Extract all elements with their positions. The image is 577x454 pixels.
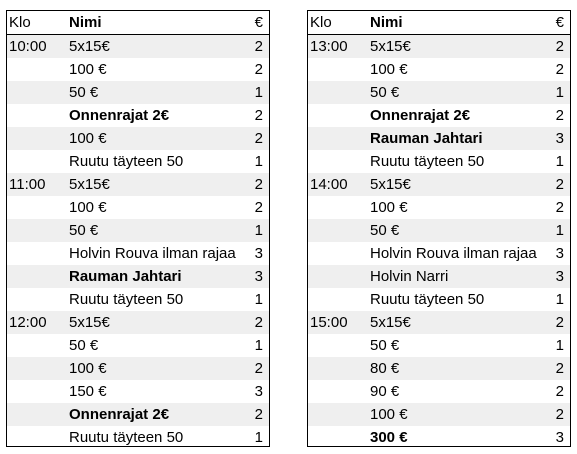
table-row: [7, 219, 269, 242]
row-value: 1: [254, 337, 263, 354]
table-header: [7, 11, 269, 35]
row-name: 50 €: [370, 222, 400, 239]
header-name: Nimi: [370, 14, 403, 31]
row-time: [7, 127, 69, 150]
table-row: [7, 288, 269, 311]
row-time: [308, 104, 370, 127]
row-time: [308, 219, 370, 242]
row-time: [7, 403, 69, 426]
row-time: [7, 426, 69, 449]
row-value: 2: [555, 360, 564, 377]
table-row: [308, 357, 570, 380]
table-row: [7, 81, 269, 104]
row-time: [308, 81, 370, 104]
row-name: 100 €: [69, 360, 107, 377]
row-value: 3: [254, 268, 263, 285]
row-value: 2: [555, 406, 564, 423]
row-value: 3: [555, 130, 564, 147]
row-value: 2: [254, 130, 263, 147]
header-time: Klo: [9, 14, 31, 31]
row-time: [308, 288, 370, 311]
row-value: 2: [555, 61, 564, 78]
header-value: €: [254, 14, 263, 31]
row-value: 2: [254, 360, 263, 377]
row-value: 1: [254, 291, 263, 308]
row-name: 50 €: [69, 222, 99, 239]
row-time: [308, 334, 370, 357]
row-name: 100 €: [370, 406, 408, 423]
table-row: [308, 173, 570, 196]
row-name: 5x15€: [370, 314, 411, 331]
row-value: 2: [555, 176, 564, 193]
table-row: [308, 380, 570, 403]
row-time: [308, 58, 370, 81]
table-row: [7, 35, 269, 58]
table-row: [308, 35, 570, 58]
row-value: 1: [254, 153, 263, 170]
row-name: Ruutu täyteen 50: [69, 291, 184, 308]
row-time: 12:00: [9, 314, 47, 331]
table-row: [308, 242, 570, 265]
row-value: 2: [555, 38, 564, 55]
row-name: 50 €: [370, 84, 400, 101]
table-row: [7, 242, 269, 265]
table-row: [308, 403, 570, 426]
row-time: [7, 81, 69, 104]
row-value: 3: [555, 245, 564, 262]
row-name: 80 €: [370, 360, 400, 377]
row-name: Onnenrajat 2€: [69, 107, 170, 124]
row-time: [308, 242, 370, 265]
row-time: [7, 380, 69, 403]
table-row: [7, 265, 269, 288]
table-row: [7, 127, 269, 150]
row-time: [308, 357, 370, 380]
row-value: 3: [254, 245, 263, 262]
row-time: [7, 265, 69, 288]
table-rows: [7, 35, 269, 449]
row-value: 1: [555, 337, 564, 354]
row-time: [7, 242, 69, 265]
row-time: [308, 403, 370, 426]
row-name: 150 €: [69, 383, 107, 400]
row-time: [7, 334, 69, 357]
table-row: [7, 104, 269, 127]
row-time: [308, 196, 370, 219]
row-name: Holvin Rouva ilman rajaa: [370, 245, 537, 262]
row-name: 90 €: [370, 383, 400, 400]
row-time: [7, 196, 69, 219]
row-time: [308, 426, 370, 449]
row-time: 15:00: [310, 314, 348, 331]
table-row: [7, 357, 269, 380]
header-time: Klo: [310, 14, 332, 31]
row-value: 2: [555, 314, 564, 331]
row-value: 2: [254, 176, 263, 193]
row-value: 1: [555, 291, 564, 308]
table-row: [308, 334, 570, 357]
row-name: 5x15€: [69, 176, 110, 193]
table-row: [308, 150, 570, 173]
table-rows: [308, 35, 570, 449]
row-time: 13:00: [310, 38, 348, 55]
row-time: [308, 127, 370, 150]
row-time: 14:00: [310, 176, 348, 193]
row-name: 100 €: [370, 61, 408, 78]
table-row: [308, 288, 570, 311]
row-value: 1: [555, 153, 564, 170]
row-value: 1: [555, 222, 564, 239]
row-value: 2: [254, 107, 263, 124]
row-name: Holvin Rouva ilman rajaa: [69, 245, 236, 262]
row-name: 100 €: [69, 130, 107, 147]
schedule-table-right: [307, 10, 571, 447]
table-row: [308, 81, 570, 104]
row-name: Onnenrajat 2€: [69, 406, 170, 423]
table-header: [308, 11, 570, 35]
table-row: [7, 196, 269, 219]
row-name: 50 €: [370, 337, 400, 354]
row-name: 300 €: [370, 429, 408, 446]
row-time: [308, 265, 370, 288]
row-name: 50 €: [69, 84, 99, 101]
row-time: [308, 380, 370, 403]
row-time: 11:00: [9, 176, 46, 193]
table-row: [308, 127, 570, 150]
row-value: 2: [254, 38, 263, 55]
row-name: Ruutu täyteen 50: [370, 291, 485, 308]
table-row: [7, 58, 269, 81]
row-name: 100 €: [370, 199, 408, 216]
row-time: 10:00: [9, 38, 47, 55]
row-time: [7, 219, 69, 242]
row-time: [7, 150, 69, 173]
row-value: 1: [254, 84, 263, 101]
table-row: [308, 58, 570, 81]
table-row: [7, 311, 269, 334]
row-name: 5x15€: [69, 38, 110, 55]
row-time: [7, 357, 69, 380]
row-time: [308, 150, 370, 173]
row-time: [7, 58, 69, 81]
row-value: 1: [555, 84, 564, 101]
header-name: Nimi: [69, 14, 102, 31]
row-value: 3: [254, 383, 263, 400]
row-name: 5x15€: [69, 314, 110, 331]
row-value: 3: [555, 429, 564, 446]
row-name: Onnenrajat 2€: [370, 107, 471, 124]
row-value: 2: [555, 199, 564, 216]
row-name: 100 €: [69, 61, 107, 78]
schedule-table-left: [6, 10, 270, 447]
row-name: 100 €: [69, 199, 107, 216]
row-value: 1: [254, 429, 263, 446]
row-value: 2: [555, 383, 564, 400]
row-name: Ruutu täyteen 50: [69, 429, 184, 446]
row-value: 2: [254, 199, 263, 216]
table-row: [308, 311, 570, 334]
row-name: Rauman Jahtari: [69, 268, 182, 285]
row-name: 50 €: [69, 337, 99, 354]
row-value: 2: [254, 314, 263, 331]
row-name: 5x15€: [370, 176, 411, 193]
row-name: Ruutu täyteen 50: [370, 153, 485, 170]
table-row: [308, 426, 570, 449]
table-row: [7, 380, 269, 403]
row-value: 3: [555, 268, 564, 285]
row-value: 2: [254, 61, 263, 78]
row-value: 1: [254, 222, 263, 239]
row-value: 2: [254, 406, 263, 423]
row-name: Ruutu täyteen 50: [69, 153, 184, 170]
table-row: [308, 265, 570, 288]
row-name: 5x15€: [370, 38, 411, 55]
row-value: 2: [555, 107, 564, 124]
table-row: [7, 426, 269, 449]
table-row: [7, 334, 269, 357]
header-value: €: [555, 14, 564, 31]
table-row: [308, 219, 570, 242]
table-row: [308, 196, 570, 219]
row-name: Holvin Narri: [370, 268, 449, 285]
row-name: Rauman Jahtari: [370, 130, 483, 147]
table-row: [7, 173, 269, 196]
table-row: [7, 150, 269, 173]
table-row: [308, 104, 570, 127]
table-row: [7, 403, 269, 426]
row-time: [7, 104, 69, 127]
row-time: [7, 288, 69, 311]
